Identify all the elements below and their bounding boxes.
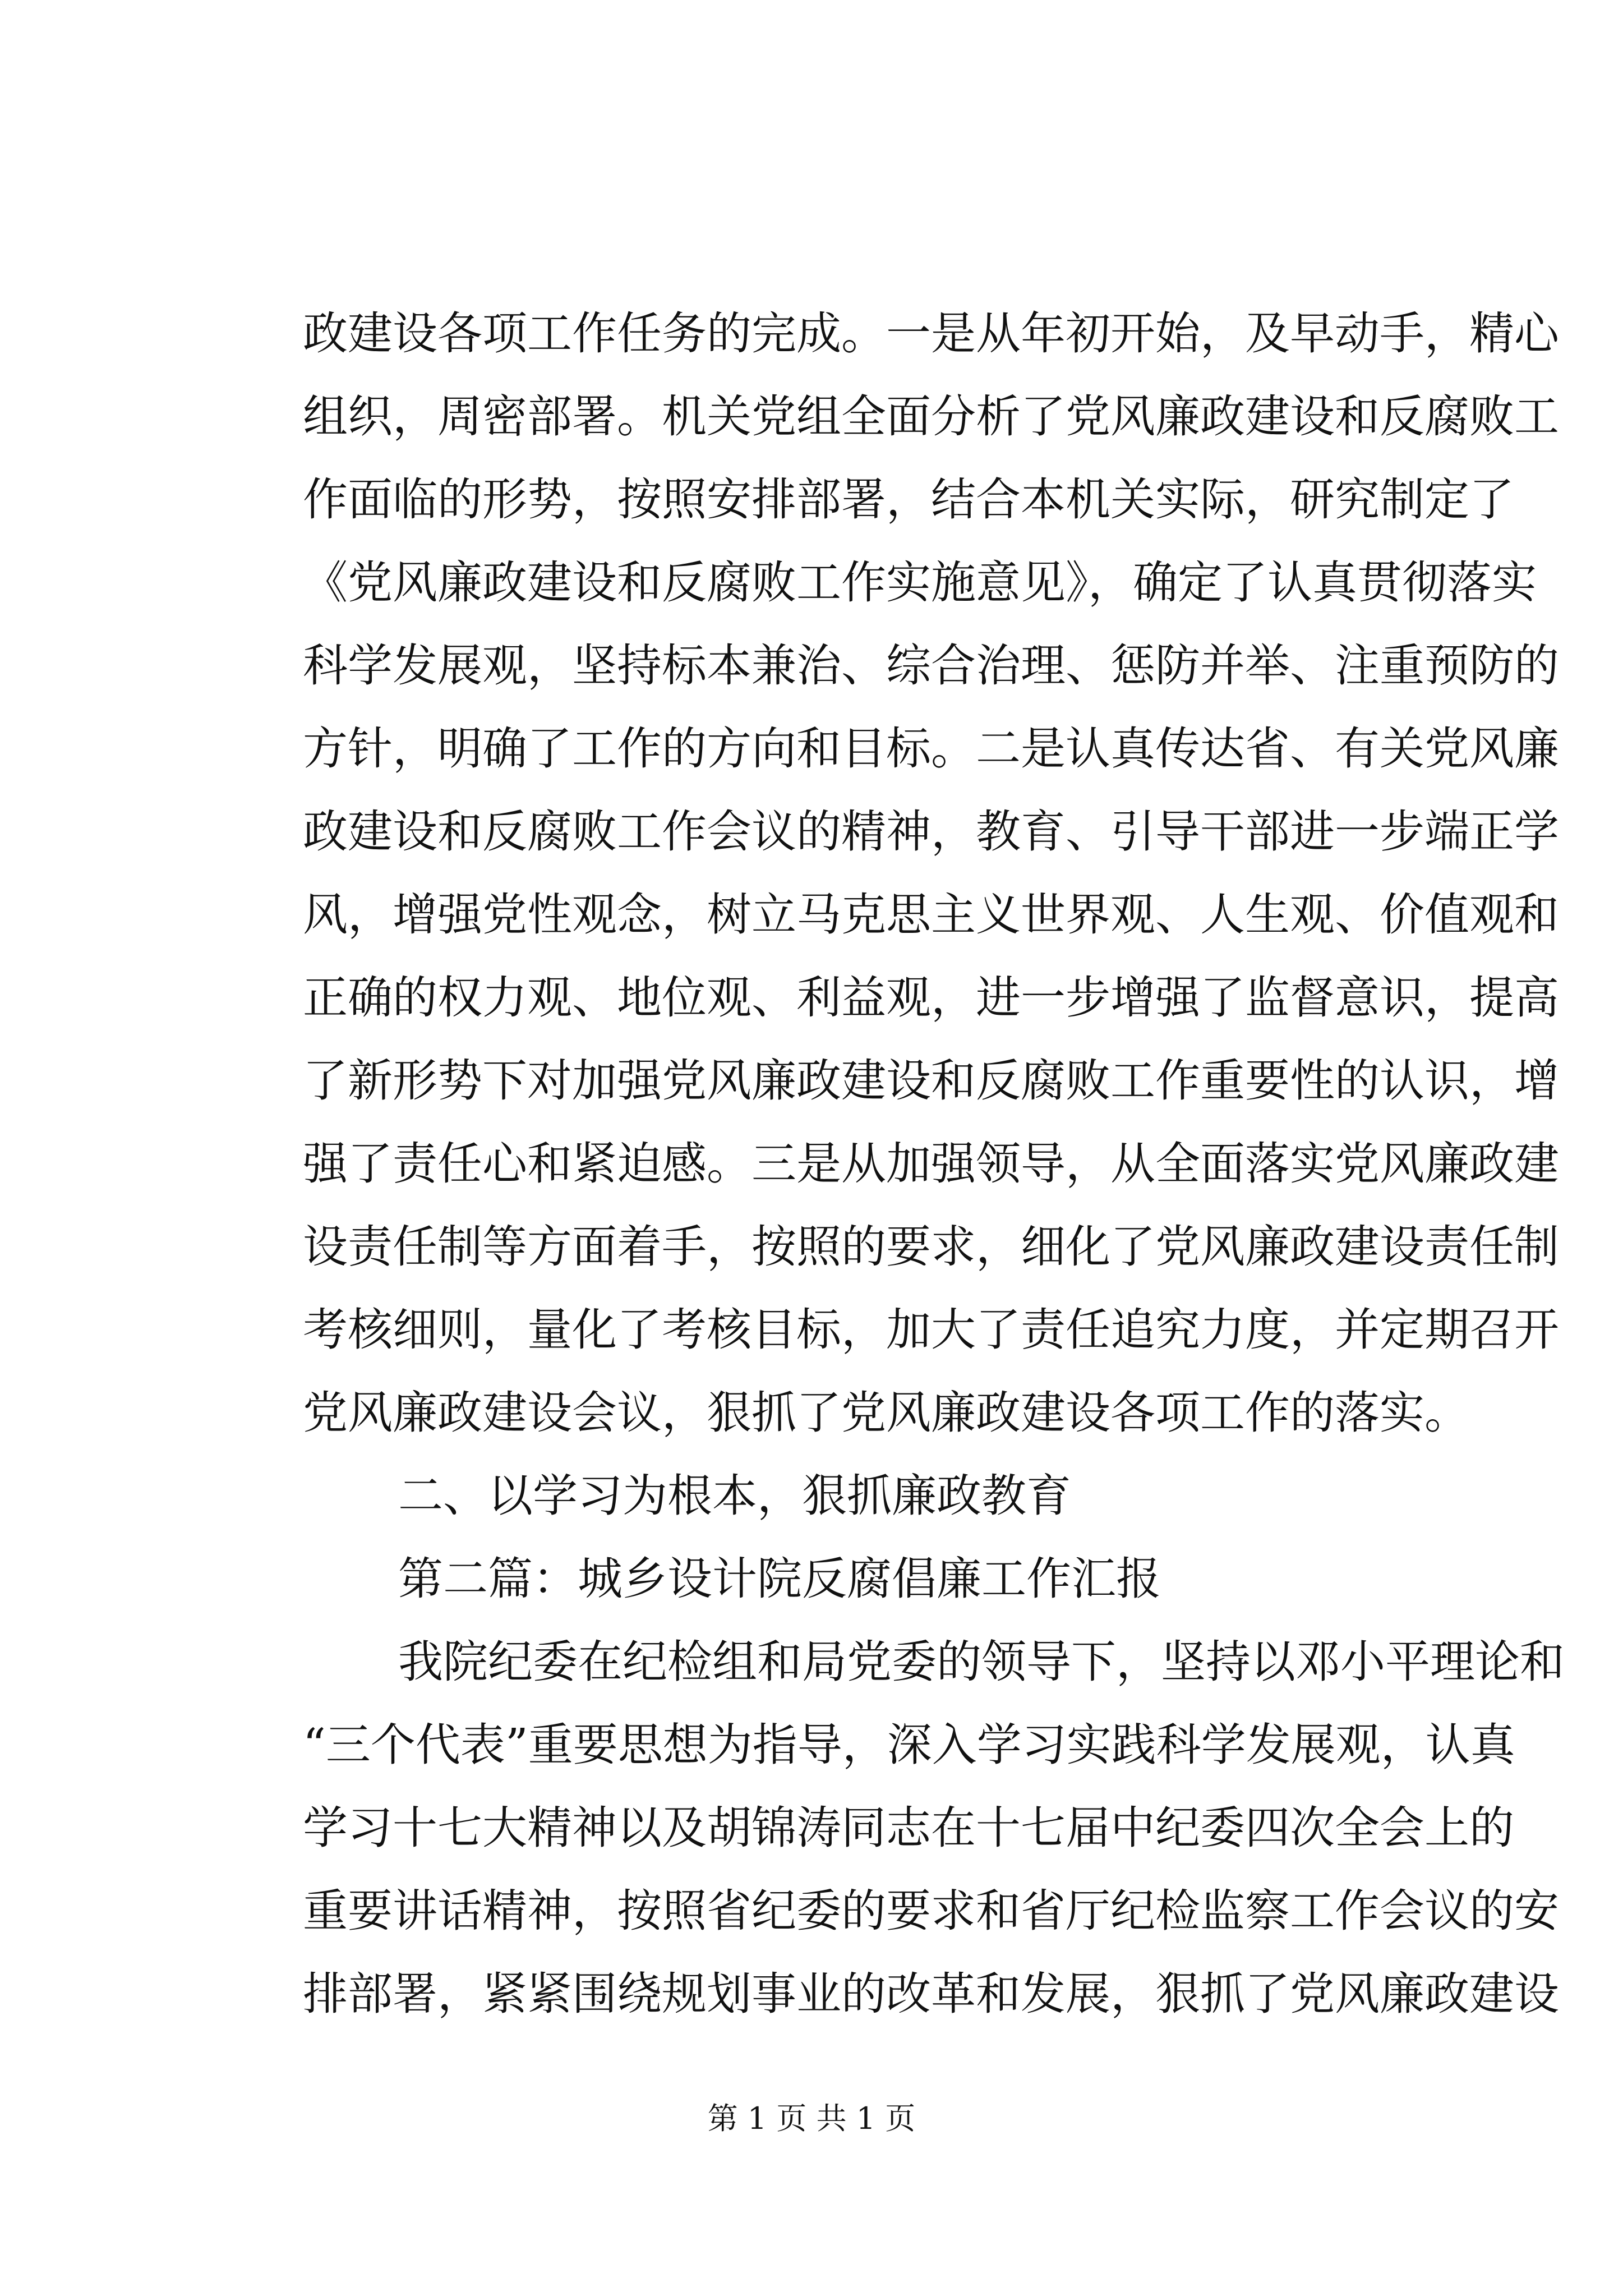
paragraph-line: 强了责任心和紧迫感。三是从加强领导，从全面落实党风廉政建 [303,1138,1559,1190]
paragraph-line: 正确的权力观、地位观、利益观，进一步增强了监督意识，提高 [303,972,1559,1024]
paragraph-line: 风，增强党性观念，树立马克思主义世界观、人生观、价值观和 [303,889,1559,941]
paragraph-line: “三个代表”重要思想为指导，深入学习实践科学发展观，认真 [303,1719,1515,1771]
paragraph-line: 组织，周密部署。机关党组全面分析了党风廉政建设和反腐败工 [303,390,1559,443]
paragraph-line: 学习十七大精神以及胡锦涛同志在十七届中纪委四次全会上的 [303,1802,1514,1854]
paragraph-line: 作面临的形势，按照安排部署，结合本机关实际，研究制定了 [303,473,1514,526]
page-footer: 第 1 页 共 1 页 [707,2101,916,2136]
section-heading: 二、以学习为根本，狠抓廉政教育 [398,1470,1071,1522]
paragraph-line: 了新形势下对加强党风廉政建设和反腐败工作重要性的认识，增 [303,1055,1559,1107]
paragraph-line: 重要讲话精神，按照省纪委的要求和省厅纪检监察工作会议的安 [303,1885,1559,1937]
paragraph-line: 我院纪委在纪检组和局党委的领导下，坚持以邓小平理论和 [398,1636,1565,1688]
paragraph-line: 党风廉政建设会议，狠抓了党风廉政建设各项工作的落实。 [303,1387,1469,1439]
paragraph-line: 考核细则，量化了考核目标，加大了责任追究力度，并定期召开 [303,1304,1559,1356]
paragraph-line: 科学发展观，坚持标本兼治、综合治理、惩防并举、注重预防的 [303,639,1559,692]
paragraph-line: 排部署，紧紧围绕规划事业的改革和发展，狠抓了党风廉政建设 [303,1968,1559,2020]
paragraph-line: 政建设各项工作任务的完成。一是从年初开始，及早动手，精心 [303,307,1559,360]
paragraph-line: 政建设和反腐败工作会议的精神，教育、引导干部进一步端正学 [303,806,1559,858]
paragraph-line: 方针，明确了工作的方向和目标。二是认真传达省、有关党风廉 [303,723,1559,775]
chapter-heading: 第二篇：城乡设计院反腐倡廉工作汇报 [398,1553,1161,1605]
paragraph-line: 设责任制等方面着手，按照的要求，细化了党风廉政建设责任制 [303,1221,1559,1273]
paragraph-line: 《党风廉政建设和反腐败工作实施意见》，确定了认真贯彻落实 [303,556,1537,609]
